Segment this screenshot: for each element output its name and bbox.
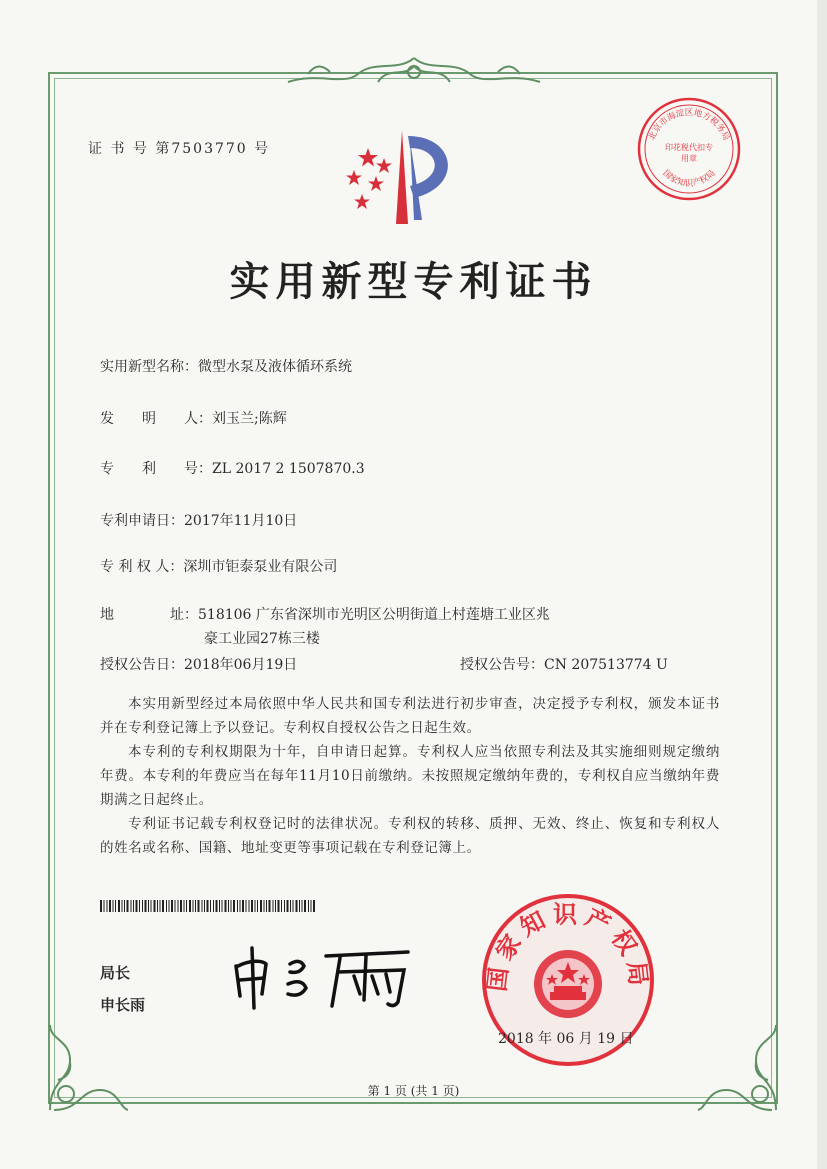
field-label: 授权公告日： — [100, 657, 184, 673]
barcode-bar — [142, 900, 143, 912]
barcode-bar — [127, 900, 129, 912]
barcode-bar — [299, 900, 300, 912]
svg-text:国家知识产权局 — [661, 169, 718, 189]
barcode-bar — [104, 900, 105, 912]
barcode-bar — [186, 900, 187, 912]
bottom-left-ornament — [40, 1020, 130, 1120]
barcode-bar — [171, 900, 173, 912]
barcode-bar — [264, 900, 265, 912]
barcode-bar — [184, 900, 185, 912]
barcode-bar — [151, 900, 152, 912]
barcode-bar — [204, 900, 205, 912]
barcode-bar — [255, 900, 256, 912]
field-patent-number — [100, 458, 365, 480]
field-label: 专利申请日： — [100, 513, 184, 529]
bottom-right-ornament — [694, 1020, 786, 1120]
seal-text: 国家知识产权局 — [481, 899, 655, 993]
field-value: CN 207513774 U — [544, 657, 668, 673]
barcode-bar — [145, 900, 147, 912]
tax-seal-inner-text: 印花税代扣专用章 — [665, 143, 713, 163]
barcode-bar — [242, 900, 244, 912]
field-patentee — [100, 556, 337, 578]
field-value: ZL 2017 2 1507870.3 — [212, 461, 365, 477]
barcode-bar — [266, 900, 267, 912]
barcode-bar — [148, 900, 149, 912]
barcode-bar — [122, 900, 123, 912]
barcode-bar — [175, 900, 176, 912]
barcode-bar — [195, 900, 196, 912]
barcode-bar — [290, 900, 291, 912]
barcode-bar — [213, 900, 214, 912]
patent-office-logo — [336, 128, 476, 228]
field-label: 实用新型名称： — [100, 359, 198, 375]
barcode-bar — [311, 900, 312, 912]
barcode-bar — [293, 900, 294, 912]
barcode-bar — [249, 900, 250, 912]
barcode-bar — [237, 900, 238, 912]
barcode-bar — [296, 900, 298, 912]
barcode-bar — [287, 900, 289, 912]
barcode-bar — [198, 900, 200, 912]
barcode-bar — [260, 900, 262, 912]
field-announcement-date — [100, 654, 297, 676]
barcode-bar — [162, 900, 164, 912]
barcode-bar — [180, 900, 182, 912]
barcode-bar — [313, 900, 315, 912]
field-value: 518106 广东省深圳市光明区公明街道上村莲塘工业区兆 — [198, 607, 550, 623]
barcode-bar — [284, 900, 285, 912]
signatory-name: 申长雨 — [100, 996, 146, 1014]
barcode-bar — [216, 900, 218, 912]
barcode-bar — [246, 900, 247, 912]
barcode-bar — [219, 900, 220, 912]
barcode-bar — [133, 900, 134, 912]
field-filing-date — [100, 510, 297, 532]
body-paragraph-2: 本专利的专利权期限为十年，自申请日起算。专利权人应当依照专利法及其实施细则规定缴纳年费。本专利的年费应当在每年11月10日前缴纳。未按照规定缴纳年费的，专利权自应当缴纳年费期满之日起终止。 — [100, 744, 720, 808]
barcode-bar — [118, 900, 120, 912]
national-emblem-icon — [534, 950, 602, 1018]
svg-text:北京市海淀区地方税务局 — [646, 107, 731, 142]
scan-edge — [817, 0, 827, 1169]
barcode-bar — [113, 900, 114, 912]
barcode-bar — [124, 900, 125, 912]
field-utility-model-name — [100, 356, 352, 378]
barcode-bar — [202, 900, 203, 912]
field-value: 2017年11月10日 — [184, 513, 298, 529]
body-paragraph-1: 本实用新型经过本局依照中华人民共和国专利法进行初步审查，决定授予专利权，颁发本证书并在专利登记簿上予以登记。专利权自授权公告之日起生效。 — [100, 696, 720, 736]
barcode-bar — [304, 900, 306, 912]
field-inventor — [100, 408, 287, 430]
tax-stamp-seal — [634, 94, 744, 204]
barcode-bar — [193, 900, 194, 912]
field-value: 深圳市钜泰泵业有限公司 — [183, 559, 338, 575]
top-ornament — [278, 52, 550, 94]
tax-seal-outer-text: 北京市海淀区地方税务局 — [647, 108, 731, 143]
barcode-bar — [189, 900, 191, 912]
barcode-bar — [210, 900, 211, 912]
field-address — [100, 604, 550, 626]
barcode-bar — [157, 900, 158, 912]
barcode-bar — [251, 900, 253, 912]
field-announcement-number — [460, 654, 668, 676]
barcode-bar — [228, 900, 229, 912]
barcode-bar — [269, 900, 271, 912]
barcode-bar — [275, 900, 276, 912]
barcode-bar — [231, 900, 232, 912]
barcode-bar — [109, 900, 111, 912]
field-label: 专 利 号： — [100, 461, 212, 477]
barcode-bar — [240, 900, 241, 912]
barcode-bar — [107, 900, 108, 912]
signatory-title: 局长 — [100, 964, 131, 982]
field-label: 授权公告号： — [460, 657, 544, 673]
issue-date: 2018 年 06 月 19 日 — [498, 1031, 634, 1047]
field-label: 专 利 权 人： — [100, 559, 184, 575]
certificate-title: 实用新型专利证书 — [229, 258, 598, 305]
barcode-bar — [278, 900, 280, 912]
field-value: 2018年06月19日 — [184, 657, 298, 673]
field-label: 地 址： — [100, 607, 198, 623]
barcode-bar — [178, 900, 179, 912]
tax-seal-bottom-text: 国家知识产权局 — [660, 168, 718, 189]
barcode-bar — [136, 900, 138, 912]
handwritten-signature — [228, 944, 418, 1014]
barcode-bar — [257, 900, 258, 912]
barcode-bar — [225, 900, 227, 912]
barcode-bar — [139, 900, 140, 912]
barcode-bar — [169, 900, 170, 912]
barcode-bar — [302, 900, 303, 912]
barcode-bar — [115, 900, 116, 912]
body-paragraph-3: 专利证书记载专利权登记时的法律状况。专利权的转移、质押、无效、终止、恢复和专利权人的姓名或名称、国籍、地址变更等事项记载在专利登记簿上。 — [100, 816, 720, 856]
barcode-bar — [154, 900, 156, 912]
barcode-bar — [207, 900, 209, 912]
certificate-number: 证 书 号 第7503770 号 — [88, 141, 271, 157]
field-label: 发 明 人： — [100, 411, 212, 427]
barcode-bar — [166, 900, 167, 912]
field-address-line2: 豪工业园27栋三楼 — [204, 631, 320, 647]
field-value: 刘玉兰;陈辉 — [212, 411, 287, 427]
barcode-bar — [100, 900, 102, 912]
barcode-bar — [273, 900, 274, 912]
barcode-bar — [131, 900, 132, 912]
barcode-bar — [233, 900, 235, 912]
barcode — [100, 900, 316, 912]
field-value: 微型水泵及液体循环系统 — [198, 359, 352, 375]
barcode-bar — [281, 900, 282, 912]
barcode-bar — [222, 900, 223, 912]
page-footer: 第 1 页 (共 1 页) — [367, 1084, 460, 1098]
barcode-bar — [160, 900, 161, 912]
barcode-bar — [308, 900, 309, 912]
